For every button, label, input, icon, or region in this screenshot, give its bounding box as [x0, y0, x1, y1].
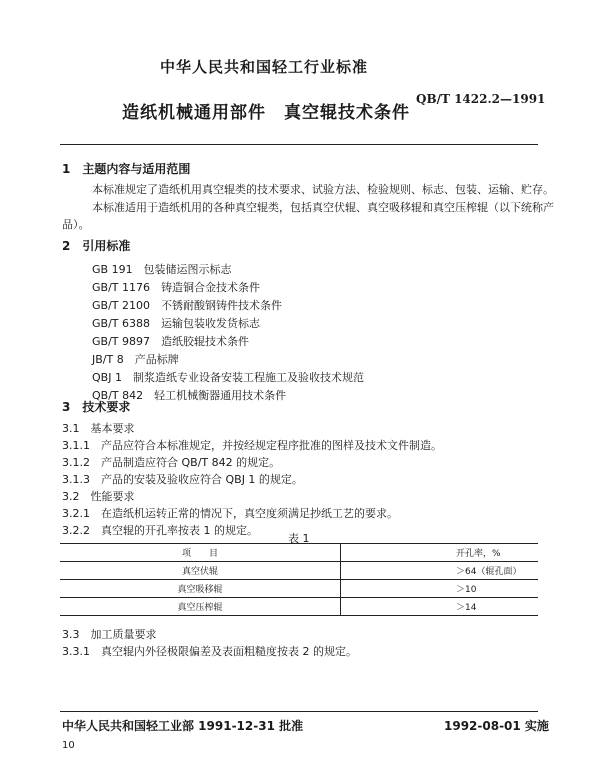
page-number: 10	[62, 740, 75, 751]
table-cell-item: 真空压榨辊	[60, 598, 341, 616]
clause-3-2-1: 3.2.1 在造纸机运转正常的情况下，真空度须满足抄纸工艺的要求。	[62, 507, 398, 520]
table-1-caption: 表 1	[288, 532, 310, 545]
standard-type: 中华人民共和国轻工行业标准	[160, 58, 369, 76]
standard-code: QB/T 1422.2—1991	[416, 92, 546, 106]
ref-item: GB/T 1176 铸造铜合金技术条件	[92, 281, 260, 294]
table-header-ratio: 开孔率，%	[456, 549, 501, 559]
clause-3-3-1: 3.3.1 真空辊内外径极限偏差及表面粗糙度按表 2 的规定。	[62, 645, 357, 658]
section-2-heading: 2 引用标准	[62, 239, 131, 253]
section-3-heading: 3 技术要求	[62, 400, 131, 414]
section-1-para2-cont: 品）。	[62, 218, 90, 231]
clause-3-1-3: 3.1.3 产品的安装及验收应符合 QBJ 1 的规定。	[62, 473, 303, 486]
ref-item: GB/T 2100 不锈耐酸钢铸件技术条件	[92, 299, 282, 312]
ref-item: GB/T 9897 造纸胶辊技术条件	[92, 335, 249, 348]
implement-date: 1992-08-01 实施	[444, 719, 549, 733]
table-row	[60, 562, 538, 580]
table-header-item: 项 目	[60, 544, 341, 562]
clause-3-2-2: 3.2.2 真空辊的开孔率按表 1 的规定。	[62, 524, 258, 537]
section-1-para2: 本标准适用于造纸机用的各种真空辊类，包括真空伏辊、真空吸移辊和真空压榨辊（以下统称产	[92, 201, 554, 214]
ref-item: QB/T 842 轻工机械衡器通用技术条件	[92, 389, 287, 402]
section-1-heading: 1 主题内容与适用范围	[62, 162, 191, 176]
approval-line: 中华人民共和国轻工业部 1991-12-31 批准	[62, 719, 304, 733]
ref-item: GB 191 包装储运图示标志	[92, 263, 232, 276]
section-1-para1: 本标准规定了造纸机用真空辊类的技术要求、试验方法、检验规则、标志、包装、运输、贮存。	[92, 183, 554, 196]
table-cell-item: 真空伏辊	[60, 562, 341, 580]
table-cell-ratio: ＞14	[456, 603, 477, 613]
header-rule	[60, 144, 538, 145]
table-cell-ratio: ＞10	[456, 585, 477, 595]
ref-item: JB/T 8 产品标牌	[92, 353, 179, 366]
table-row	[60, 580, 538, 598]
table-1	[60, 543, 538, 616]
table-row	[60, 598, 538, 616]
table-cell-ratio: ＞64（辊孔面）	[456, 567, 522, 577]
clause-3-3: 3.3 加工质量要求	[62, 628, 157, 641]
table-header-row	[60, 544, 538, 562]
table-cell-item: 真空吸移辊	[60, 580, 341, 598]
clause-3-2: 3.2 性能要求	[62, 490, 135, 503]
clause-3-1-1: 3.1.1 产品应符合本标准规定，并按经规定程序批准的图样及技术文件制造。	[62, 439, 442, 452]
footer-rule	[60, 711, 538, 712]
clause-3-1-2: 3.1.2 产品制造应符合 QB/T 842 的规定。	[62, 456, 281, 469]
ref-item: GB/T 6388 运输包装收发货标志	[92, 317, 260, 330]
clause-3-1: 3.1 基本要求	[62, 422, 135, 435]
document-title: 造纸机械通用部件 真空辊技术条件	[122, 103, 410, 123]
ref-item: QBJ 1 制浆造纸专业设备安装工程施工及验收技术规范	[92, 371, 364, 384]
